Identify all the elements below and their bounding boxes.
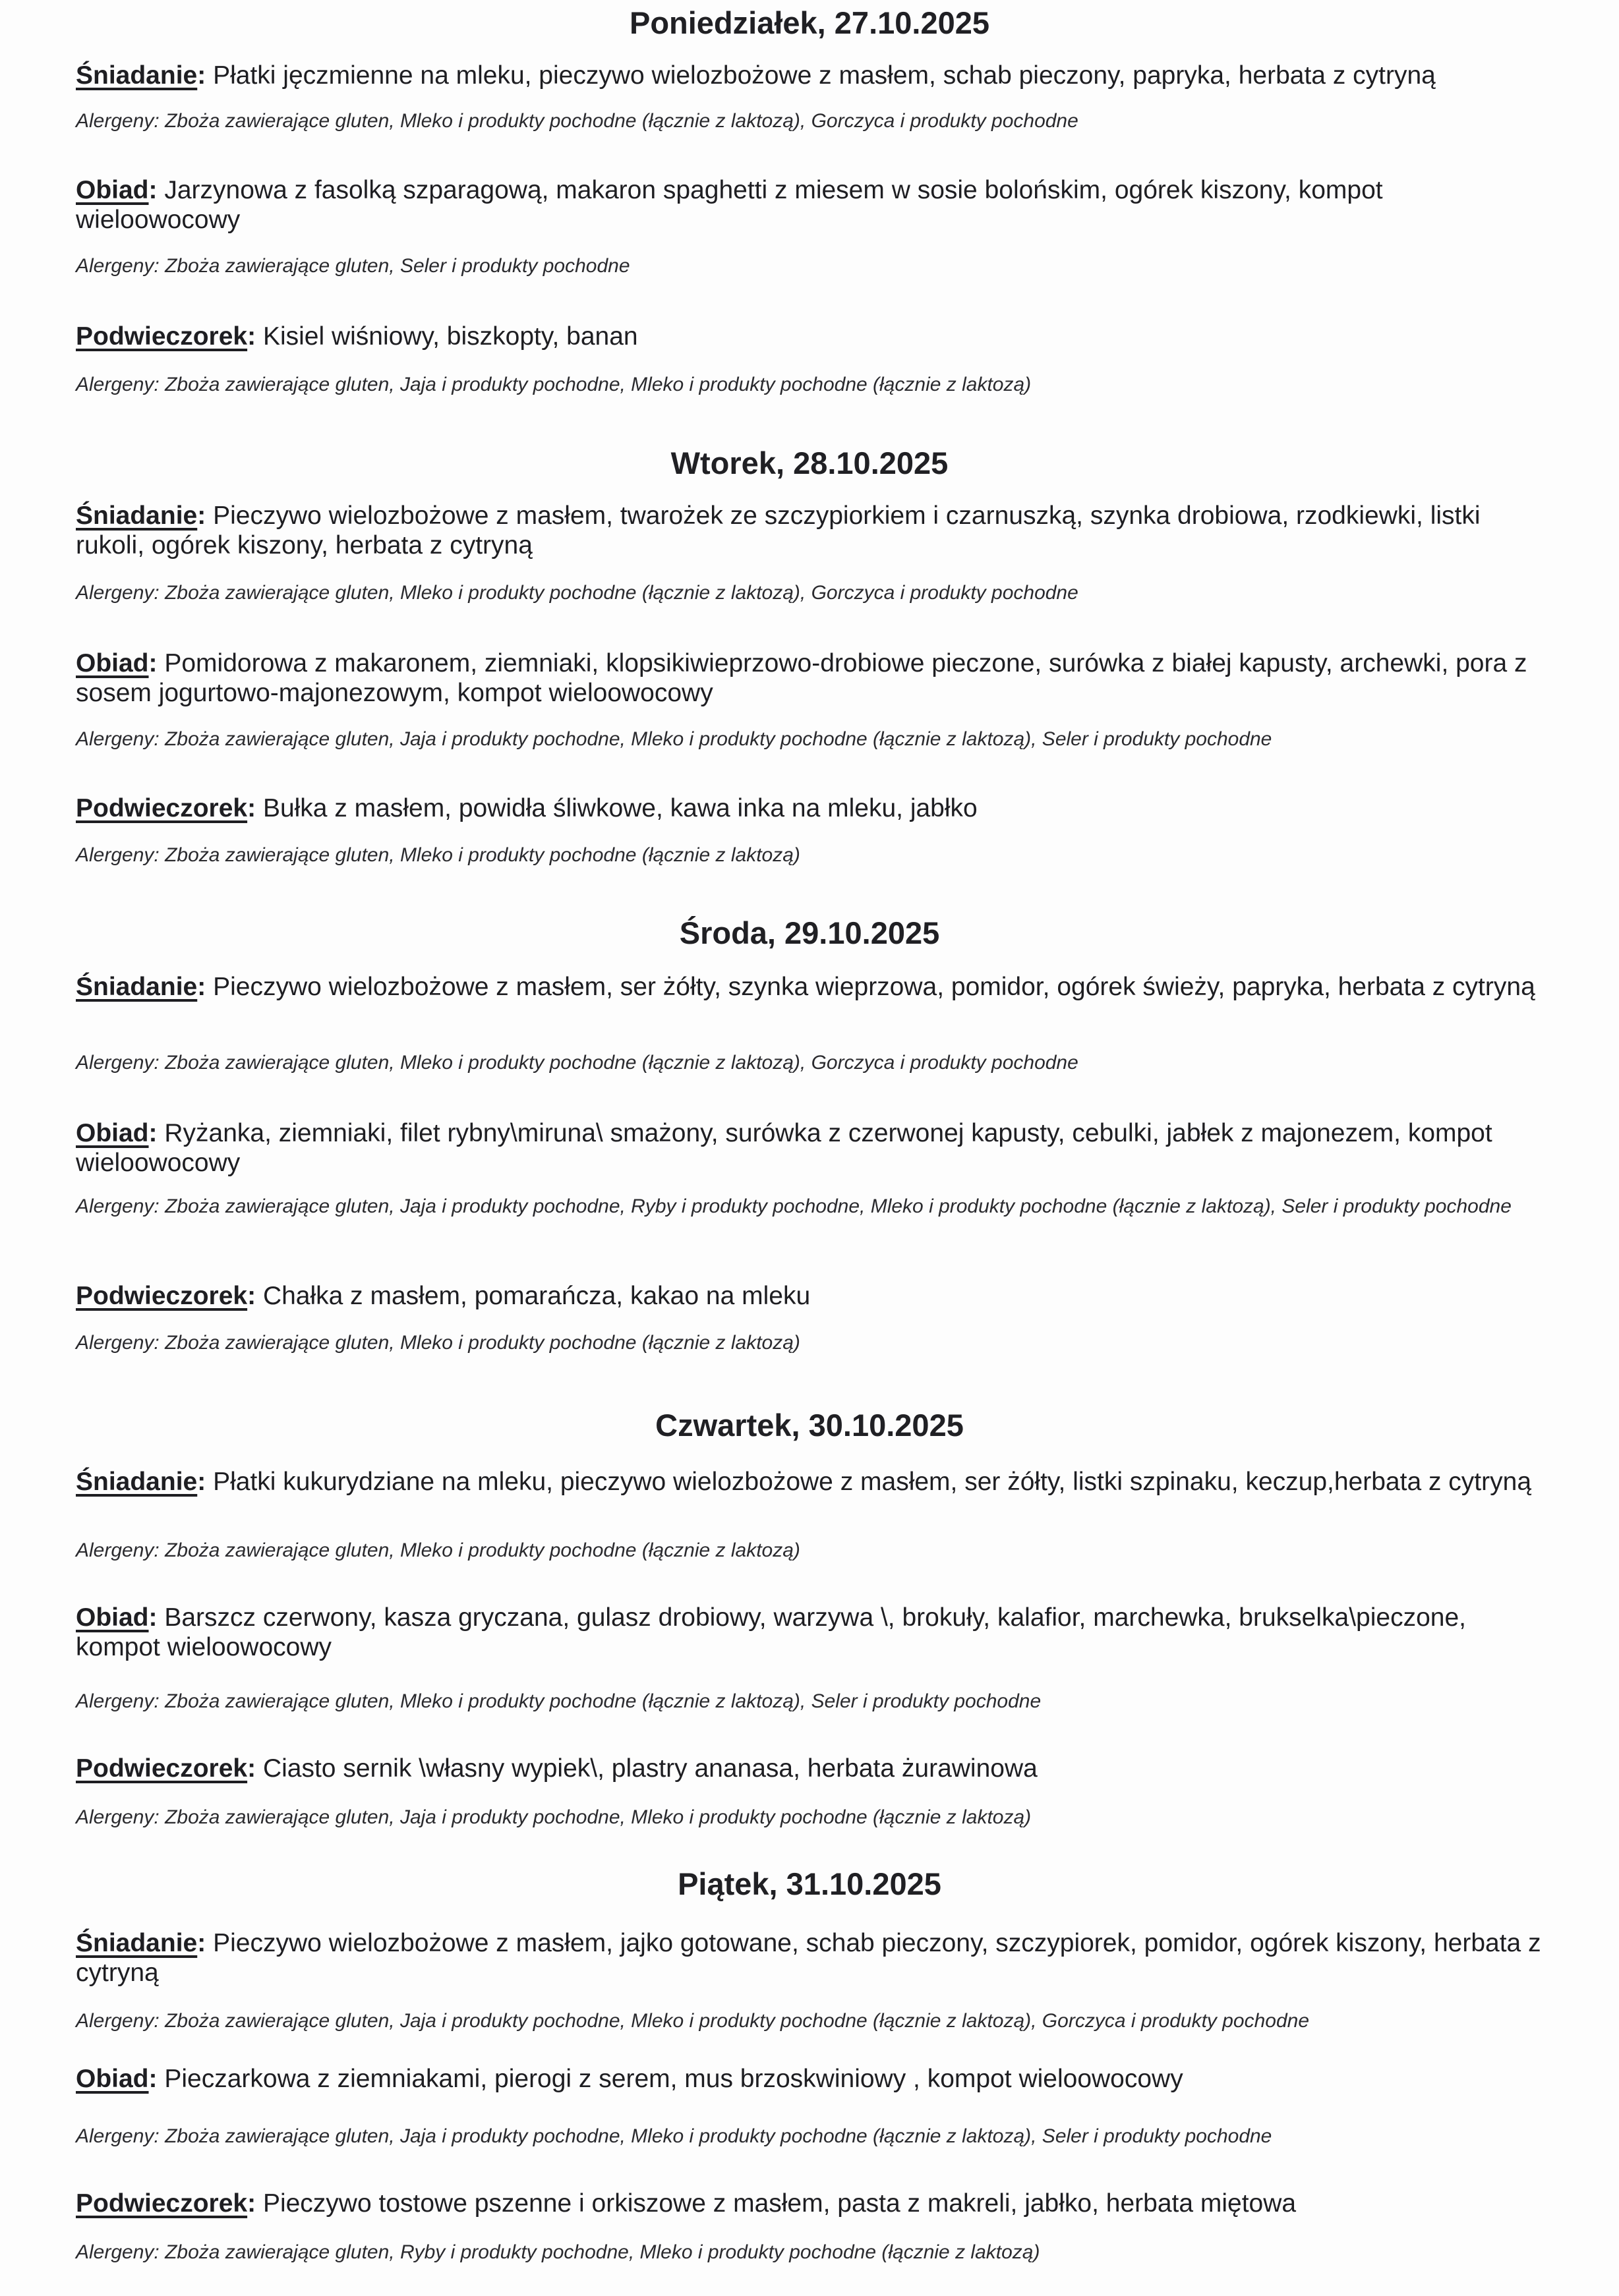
meal-text: Kisiel wiśniowy, biszkopty, banan: [262, 322, 638, 351]
meal-text: Płatki jęczmienne na mleku, pieczywo wielozbożowe z masłem, schab pieczony, papryka, herbata z cytryną: [213, 61, 1436, 90]
meal-label: Śniadanie: [76, 1468, 198, 1496]
meal-breakfast: Śniadanie: Płatki kukurydziane na mleku, pieczywo wielozbożowe z masłem, ser żółty, listki szpinaku, keczup,herbata z cytryną: [76, 1468, 1532, 1496]
meal-text: Pieczywo tostowe pszenne i orkiszowe z masłem, pasta z makreli, jabłko, herbata miętowa: [262, 2189, 1297, 2218]
meal-label: Śniadanie: [76, 502, 198, 530]
meal-lunch: Obiad: Jarzynowa z fasolką szparagową, makaron spaghetti z miesem w sosie bolońskim, ogórek kiszony, kompot wieloowocowy: [76, 176, 1383, 234]
meal-label: Śniadanie: [76, 973, 198, 1001]
meal-label: Podwieczorek: [76, 1282, 248, 1310]
meal-text: Jarzynowa z fasolką szparagową, makaron spaghetti z miesem w sosie bolońskim, ogórek kiszony, kompot wieloowocowy: [76, 176, 1383, 234]
meal-snack: Podwieczorek: Kisiel wiśniowy, biszkopty, banan: [76, 322, 638, 351]
day-title: Piątek, 31.10.2025: [678, 1866, 941, 1901]
meal-label: Podwieczorek: [76, 1754, 248, 1783]
meal-label: Podwieczorek: [76, 2189, 248, 2218]
meal-snack: Podwieczorek: Chałka z masłem, pomarańcza, kakao na mleku: [76, 1282, 811, 1310]
meal-lunch: Obiad: Pomidorowa z makaronem, ziemniaki, klopsikiwieprzowo-drobiowe pieczone, surówka z białej kapusty, archewki, pora z sosem jogurtowo-majonezowym, kompot wieloowocowy: [76, 649, 1527, 707]
meal-lunch: Obiad: Barszcz czerwony, kasza gryczana, gulasz drobiowy, warzywa \, brokuły, kalafior, marchewka, brukselka\pieczone, kompot wieloowocowy: [76, 1603, 1466, 1661]
meal-snack: Podwieczorek: Pieczywo tostowe pszenne i orkiszowe z masłem, pasta z makreli, jabłko, herbata miętowa: [76, 2189, 1297, 2218]
meal-text: Bułka z masłem, powidła śliwkowe, kawa inka na mleku, jabłko: [262, 794, 978, 822]
allergens: Alergeny: Zboża zawierające gluten, Jaja i produkty pochodne, Mleko i produkty pochodne (łącznie z laktozą), Seler i produkty pochodne: [76, 728, 1272, 750]
meal-text: Pieczywo wielozbożowe z masłem, ser żółty, szynka wieprzowa, pomidor, ogórek świeży, papryka, herbata z cytryną: [213, 973, 1535, 1001]
day-title: Czwartek, 30.10.2025: [655, 1408, 964, 1443]
allergens: Alergeny: Zboża zawierające gluten, Mleko i produkty pochodne (łącznie z laktozą), Gorczyca i produkty pochodne: [76, 582, 1078, 604]
allergens: Alergeny: Zboża zawierające gluten, Jaja i produkty pochodne, Mleko i produkty pochodne (łącznie z laktozą): [76, 1806, 1032, 1828]
meal-text: Barszcz czerwony, kasza gryczana, gulasz drobiowy, warzywa \, brokuły, kalafior, marchewka, brukselka\pieczone, kompot wieloowocowy: [76, 1603, 1466, 1661]
meal-snack: Podwieczorek: Bułka z masłem, powidła śliwkowe, kawa inka na mleku, jabłko: [76, 794, 978, 822]
meal-text: Płatki kukurydziane na mleku, pieczywo wielozbożowe z masłem, ser żółty, listki szpinaku, keczup,herbata z cytryną: [213, 1468, 1532, 1496]
day-title: Środa, 29.10.2025: [679, 915, 940, 950]
meal-text: Pieczywo wielozbożowe z masłem, jajko gotowane, schab pieczony, szczypiorek, pomidor, ogórek kiszony, herbata z cytryną: [76, 1929, 1541, 1987]
meal-label: Obiad: [76, 1119, 149, 1147]
meal-label: Obiad: [76, 176, 149, 204]
allergens: Alergeny: Zboża zawierające gluten, Ryby i produkty pochodne, Mleko i produkty pochodne (łącznie z laktozą): [76, 2241, 1040, 2263]
allergens: Alergeny: Zboża zawierające gluten, Mleko i produkty pochodne (łącznie z laktozą): [76, 1539, 800, 1561]
meal-label: Podwieczorek: [76, 794, 248, 822]
meal-label: Obiad: [76, 2065, 149, 2093]
day-title: Poniedziałek, 27.10.2025: [629, 5, 990, 40]
meal-label: Podwieczorek: [76, 322, 248, 351]
meal-snack: Podwieczorek: Ciasto sernik \własny wypiek\, plastry ananasa, herbata żurawinowa: [76, 1754, 1038, 1783]
meal-breakfast: Śniadanie: Pieczywo wielozbożowe z masłem, jajko gotowane, schab pieczony, szczypiorek, pomidor, ogórek kiszony, herbata z cytryną: [76, 1929, 1541, 1987]
meal-text: Ciasto sernik \własny wypiek\, plastry ananasa, herbata żurawinowa: [262, 1754, 1038, 1783]
meal-breakfast: Śniadanie: Pieczywo wielozbożowe z masłem, ser żółty, szynka wieprzowa, pomidor, ogórek świeży, papryka, herbata z cytryną: [76, 973, 1535, 1001]
meal-label: Obiad: [76, 1603, 149, 1632]
meal-text: Pomidorowa z makaronem, ziemniaki, klopsikiwieprzowo-drobiowe pieczone, surówka z białej kapusty, archewki, pora z sosem jogurtowo-majonezowym, kompot wieloowocowy: [76, 649, 1527, 707]
meal-label: Śniadanie: [76, 1929, 198, 1957]
meal-label: Śniadanie: [76, 61, 198, 90]
meal-breakfast: Śniadanie: Pieczywo wielozbożowe z masłem, twarożek ze szczypiorkiem i czarnuszką, szynka drobiowa, rzodkiewki, listki rukoli, ogórek kiszony, herbata z cytryną: [76, 502, 1481, 560]
meal-text: Pieczywo wielozbożowe z masłem, twarożek ze szczypiorkiem i czarnuszką, szynka drobiowa, rzodkiewki, listki rukoli, ogórek kiszony, herbata z cytryną: [76, 502, 1481, 560]
allergens: Alergeny: Zboża zawierające gluten, Mleko i produkty pochodne (łącznie z laktozą), Seler i produkty pochodne: [76, 1690, 1042, 1712]
allergens: Alergeny: Zboża zawierające gluten, Mleko i produkty pochodne (łącznie z laktozą), Gorczyca i produkty pochodne: [76, 1052, 1078, 1074]
meal-text: Ryżanka, ziemniaki, filet rybny\miruna\ smażony, surówka z czerwonej kapusty, cebulki, jabłek z majonezem, kompot wieloowocowy: [76, 1119, 1492, 1177]
allergens: Alergeny: Zboża zawierające gluten, Seler i produkty pochodne: [76, 255, 630, 277]
meal-lunch: Obiad: Pieczarkowa z ziemniakami, pierogi z serem, mus brzoskwiniowy , kompot wieloowocowy: [76, 2065, 1183, 2093]
allergens: Alergeny: Zboża zawierające gluten, Jaja i produkty pochodne, Mleko i produkty pochodne (łącznie z laktozą), Seler i produkty pochodne: [76, 2125, 1272, 2147]
allergens: Alergeny: Zboża zawierające gluten, Mleko i produkty pochodne (łącznie z laktozą): [76, 844, 800, 866]
meal-label: Obiad: [76, 649, 149, 677]
meal-breakfast: Śniadanie: Płatki jęczmienne na mleku, pieczywo wielozbożowe z masłem, schab pieczony, papryka, herbata z cytryną: [76, 61, 1436, 90]
allergens: Alergeny: Zboża zawierające gluten, Jaja i produkty pochodne, Mleko i produkty pochodne (łącznie z laktozą): [76, 374, 1032, 395]
allergens: Alergeny: Zboża zawierające gluten, Jaja i produkty pochodne, Ryby i produkty pochodne, Mleko i produkty pochodne (łącznie z laktozą), Seler i produkty pochodne: [76, 1195, 1512, 1217]
meal-lunch: Obiad: Ryżanka, ziemniaki, filet rybny\miruna\ smażony, surówka z czerwonej kapusty, cebulki, jabłek z majonezem, kompot wieloowocowy: [76, 1119, 1492, 1177]
allergens: Alergeny: Zboża zawierające gluten, Mleko i produkty pochodne (łącznie z laktozą): [76, 1332, 800, 1354]
meal-text: Pieczarkowa z ziemniakami, pierogi z serem, mus brzoskwiniowy , kompot wieloowocowy: [164, 2065, 1183, 2093]
meal-text: Chałka z masłem, pomarańcza, kakao na mleku: [262, 1282, 811, 1310]
day-title: Wtorek, 28.10.2025: [670, 445, 949, 480]
allergens: Alergeny: Zboża zawierające gluten, Jaja i produkty pochodne, Mleko i produkty pochodne (łącznie z laktozą), Gorczyca i produkty pochodne: [76, 2010, 1310, 2032]
allergens: Alergeny: Zboża zawierające gluten, Mleko i produkty pochodne (łącznie z laktozą), Gorczyca i produkty pochodne: [76, 110, 1078, 132]
